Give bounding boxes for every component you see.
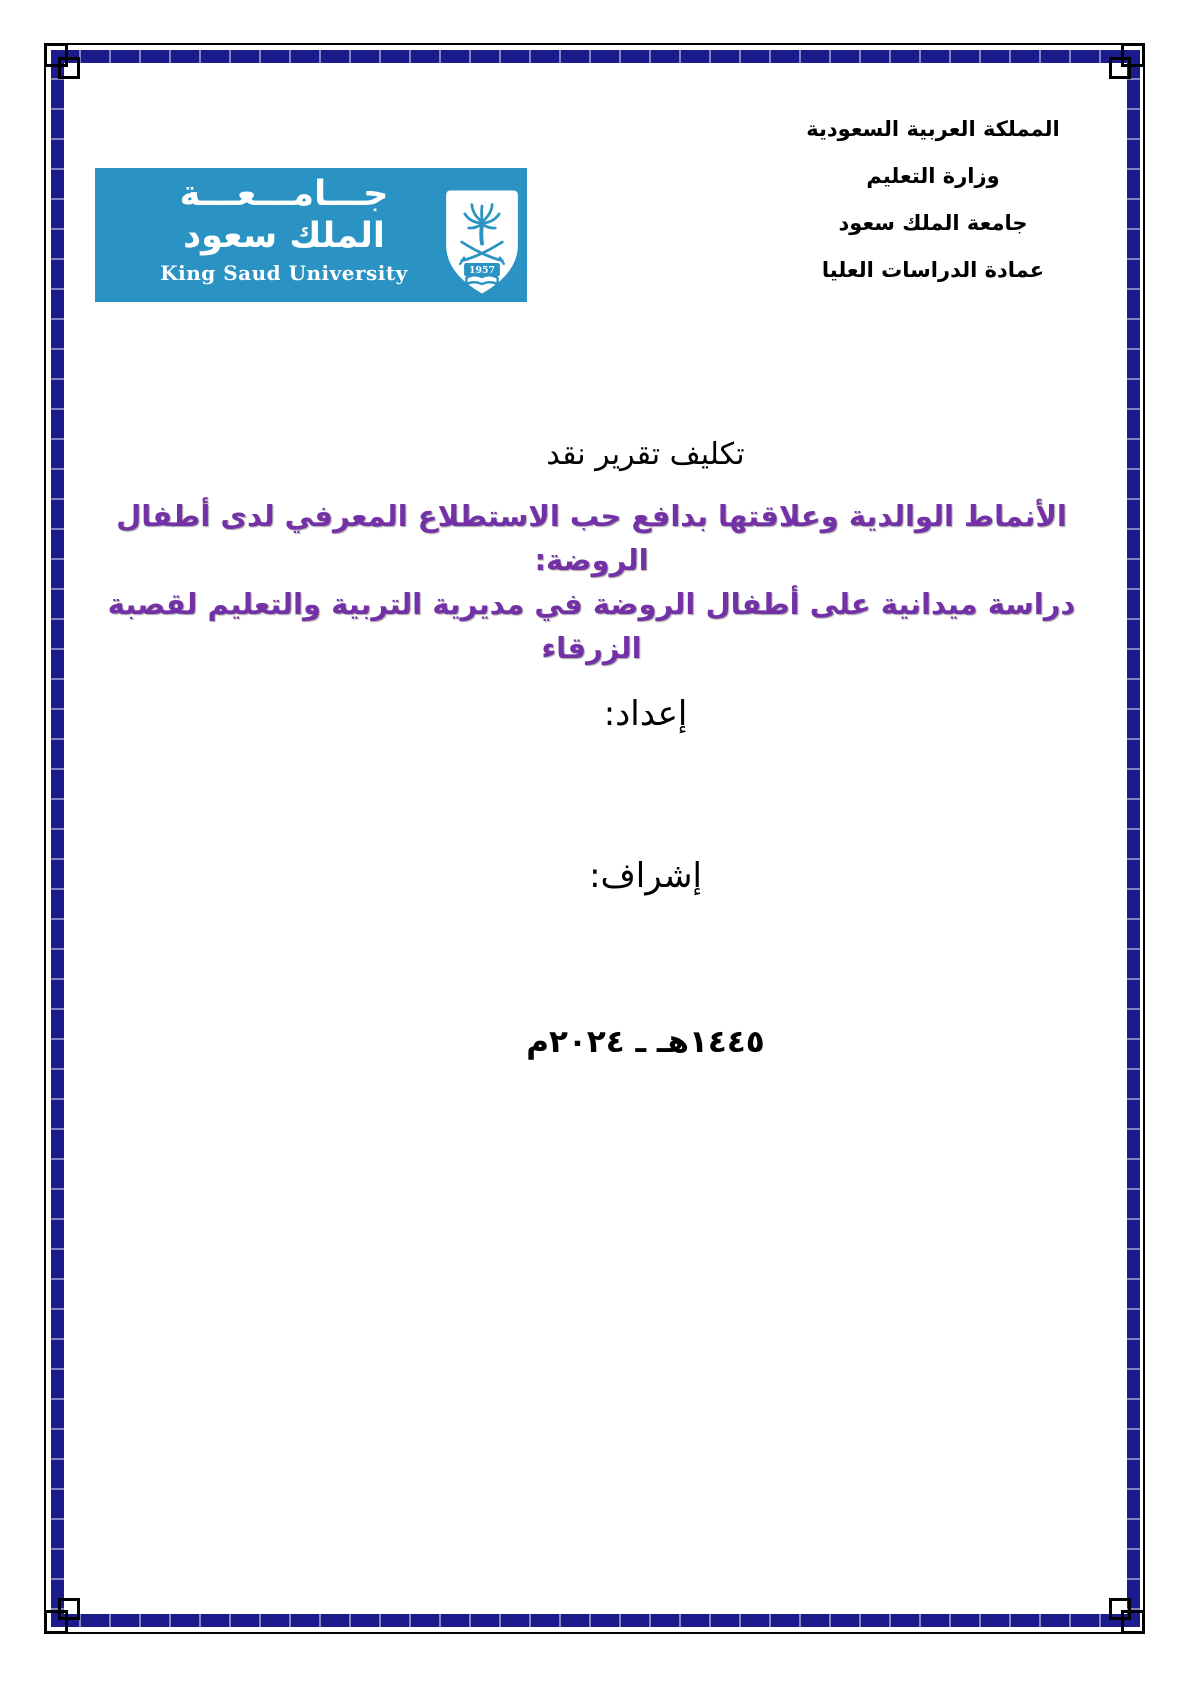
page-border-band-bottom <box>51 1614 1138 1627</box>
header-line-deanship: عمادة الدراسات العليا <box>821 258 1045 282</box>
ksu-logo-english-name: King Saud University <box>160 261 408 285</box>
research-title-line2: دراسة ميدانية على أطفال الروضة في مديرية التربية والتعليم لقصبة الزرقاء <box>107 587 1076 665</box>
ksu-shield-icon <box>443 186 521 298</box>
header-line-ministry: وزارة التعليم <box>866 164 1000 188</box>
research-title <box>66 494 1117 670</box>
border-corner-ornament-bottom-right-inner <box>1109 1598 1131 1620</box>
page-border-band-right <box>1127 50 1140 1627</box>
border-corner-ornament-bottom-left-inner <box>58 1598 80 1620</box>
ksu-logo-text <box>131 172 437 287</box>
page-border-band-top <box>51 50 1138 63</box>
ksu-shield-year: 1957 <box>468 265 496 277</box>
page-border-band-left <box>51 50 64 1627</box>
assignment-heading: تكليف تقرير نقد <box>546 437 745 472</box>
research-title-line1: الأنماط الوالدية وعلاقتها بدافع حب الاستطلاع المعرفي لدى أطفال الروضة: <box>116 499 1067 577</box>
header-line-university: جامعة الملك سعود <box>838 211 1028 235</box>
preparation-label: إعداد: <box>603 694 688 734</box>
ksu-logo-arabic-line2: الملك سعود <box>183 216 385 256</box>
header-line-country: المملكة العربية السعودية <box>806 117 1060 141</box>
border-corner-ornament-top-left-inner <box>58 57 80 79</box>
border-corner-ornament-top-right-inner <box>1109 57 1131 79</box>
ksu-logo <box>95 168 527 302</box>
supervision-label: إشراف: <box>589 856 702 896</box>
header-institution-block <box>763 106 1103 294</box>
ksu-logo-arabic-line1: جـــامـــعـــة <box>179 174 389 214</box>
date-line: ١٤٤٥هـ ـ ٢٠٢٤م <box>526 1024 765 1060</box>
